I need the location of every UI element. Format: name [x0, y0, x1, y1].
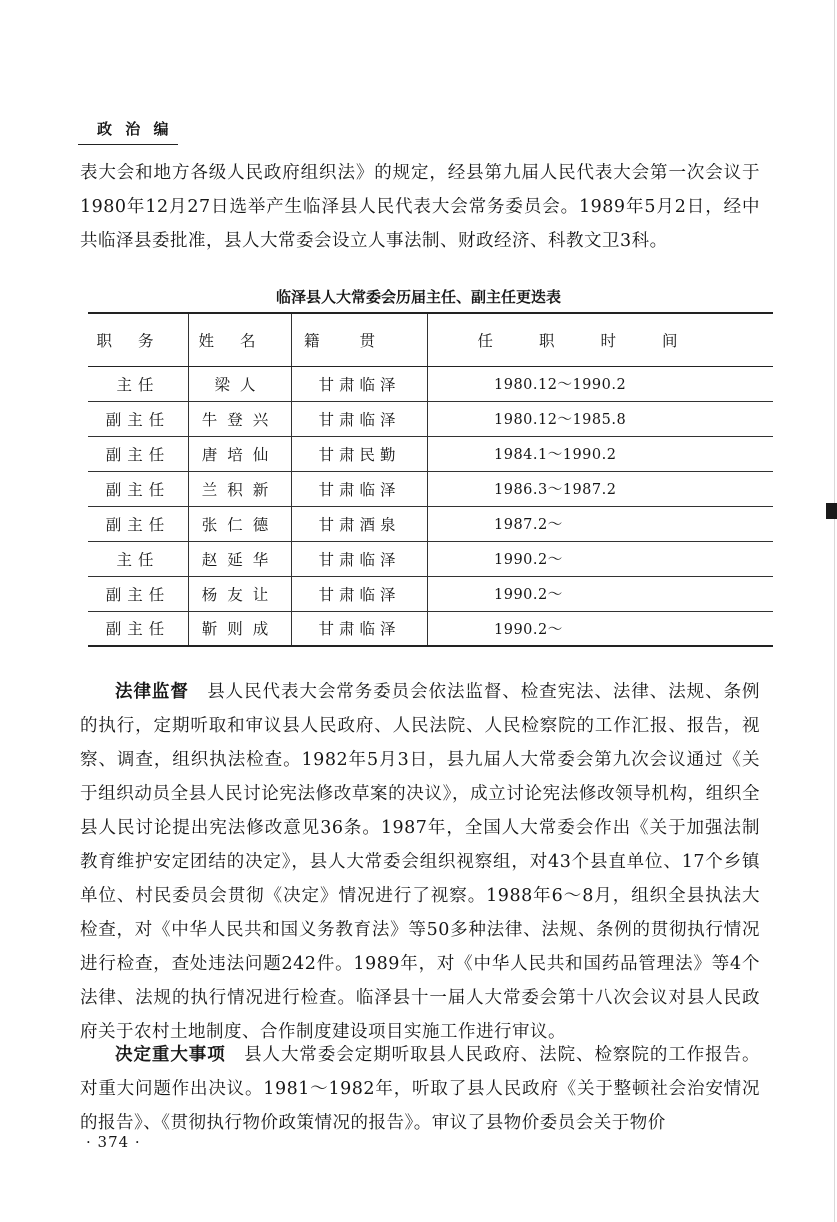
header-origin: 籍贯	[292, 313, 428, 366]
running-header: 政 治 编	[97, 120, 173, 138]
table-row	[88, 541, 773, 576]
legal-supervision-heading: 法律监督	[115, 682, 189, 702]
cell-origin: 甘肃民勤	[292, 436, 428, 471]
cell-origin: 甘肃临泽	[292, 541, 428, 576]
intro-paragraph: 表大会和地方各级人民政府组织法》的规定，经县第九届人民代表大会第一次会议于1980年12月27日选举产生临泽县人民代表大会常务委员会。1989年5月2日，经中共临泽县委批准，县人大常委会设立人事法制、财政经济、科教文卫3科。	[80, 163, 760, 251]
page-number: · 374 ·	[86, 1133, 141, 1151]
cell-term: 1980.12～1990.2	[428, 366, 774, 401]
cell-term: 1990.2～	[428, 576, 774, 611]
cell-origin: 甘肃临泽	[292, 401, 428, 436]
cell-name: 张仁德	[189, 506, 292, 541]
table-title: 临泽县人大常委会历届主任、副主任更迭表	[275, 288, 561, 306]
table-row	[88, 611, 773, 646]
table-row	[88, 366, 773, 401]
cell-position: 副主任	[88, 436, 189, 471]
cell-position: 主任	[88, 541, 189, 576]
cell-position: 主任	[88, 366, 189, 401]
cell-name: 唐培仙	[189, 436, 292, 471]
cell-origin: 甘肃临泽	[292, 366, 428, 401]
cell-position: 副主任	[88, 611, 189, 646]
cell-position: 副主任	[88, 401, 189, 436]
leadership-table	[88, 312, 773, 647]
cell-term: 1984.1～1990.2	[428, 436, 774, 471]
table-row	[88, 471, 773, 506]
cell-position: 副主任	[88, 471, 189, 506]
header-position: 职务	[88, 313, 189, 366]
cell-name: 兰积新	[189, 471, 292, 506]
cell-name: 梁人	[189, 366, 292, 401]
header-term: 任职时间	[428, 313, 774, 366]
cell-origin: 甘肃酒泉	[292, 506, 428, 541]
table-row	[88, 436, 773, 471]
table-row	[88, 576, 773, 611]
thumb-index-mark	[826, 503, 837, 519]
cell-term: 1987.2～	[428, 506, 774, 541]
cell-position: 副主任	[88, 576, 189, 611]
header-rule	[78, 144, 178, 145]
cell-name: 牛登兴	[189, 401, 292, 436]
cell-term: 1980.12～1985.8	[428, 401, 774, 436]
leadership-table-container	[88, 312, 773, 647]
legal-supervision-body: 县人民代表大会常务委员会依法监督、检查宪法、法律、法规、条例的执行，定期听取和审议县人民政府、人民法院、人民检察院的工作汇报、报告，视察、调查，组织执法检查。1982年5月3日，县九届人大常委会第九次会议通过《关于组织动员全县人民讨论宪法修改草案的决议》，成立讨论宪法修改领导机构，组织全县人民讨论提出宪法修改意见36条。1987年，全国人大常委会作出《关于加强法制教育维护安定团结的决定》，县人大常委会组织视察组，对43个县直单位、17个乡镇单位、村民委员会贯彻《决定》情况进行了视察。1988年6～8月，组织全县执法大检查，对《中华人民共和国义务教育法》等50多种法律、法规、条例的贯彻执行情况进行检查，查处违法问题242件。1989年，对《中华人民共和国药品管理法》等4个法律、法规的执行情况进行检查。临泽县十一届人大常委会第十八次会议对县人民政府关于农村土地制度、合作制度建设项目实施工作进行审议。	[80, 682, 761, 1042]
major-matters-heading: 决定重大事项	[115, 1045, 226, 1065]
table-header-row	[88, 313, 773, 366]
cell-name: 赵延华	[189, 541, 292, 576]
cell-origin: 甘肃临泽	[292, 576, 428, 611]
cell-term: 1990.2～	[428, 541, 774, 576]
cell-term: 1986.3～1987.2	[428, 471, 774, 506]
cell-origin: 甘肃临泽	[292, 471, 428, 506]
cell-origin: 甘肃临泽	[292, 611, 428, 646]
cell-term: 1990.2～	[428, 611, 774, 646]
header-name: 姓名	[189, 313, 292, 366]
table-row	[88, 401, 773, 436]
major-matters-paragraph	[80, 1038, 760, 1140]
cell-position: 副主任	[88, 506, 189, 541]
cell-name: 靳则成	[189, 611, 292, 646]
table-row	[88, 506, 773, 541]
scan-edge-line	[834, 0, 835, 1222]
legal-supervision-paragraph	[80, 675, 760, 1049]
cell-name: 杨友让	[189, 576, 292, 611]
major-matters-body: 县人大常委会定期听取县人民政府、法院、检察院的工作报告。对重大问题作出决议。1981～1982年，听取了县人民政府《关于整顿社会治安情况的报告》、《贯彻执行物价政策情况的报告》。审议了县物价委员会关于物价	[80, 1045, 761, 1133]
